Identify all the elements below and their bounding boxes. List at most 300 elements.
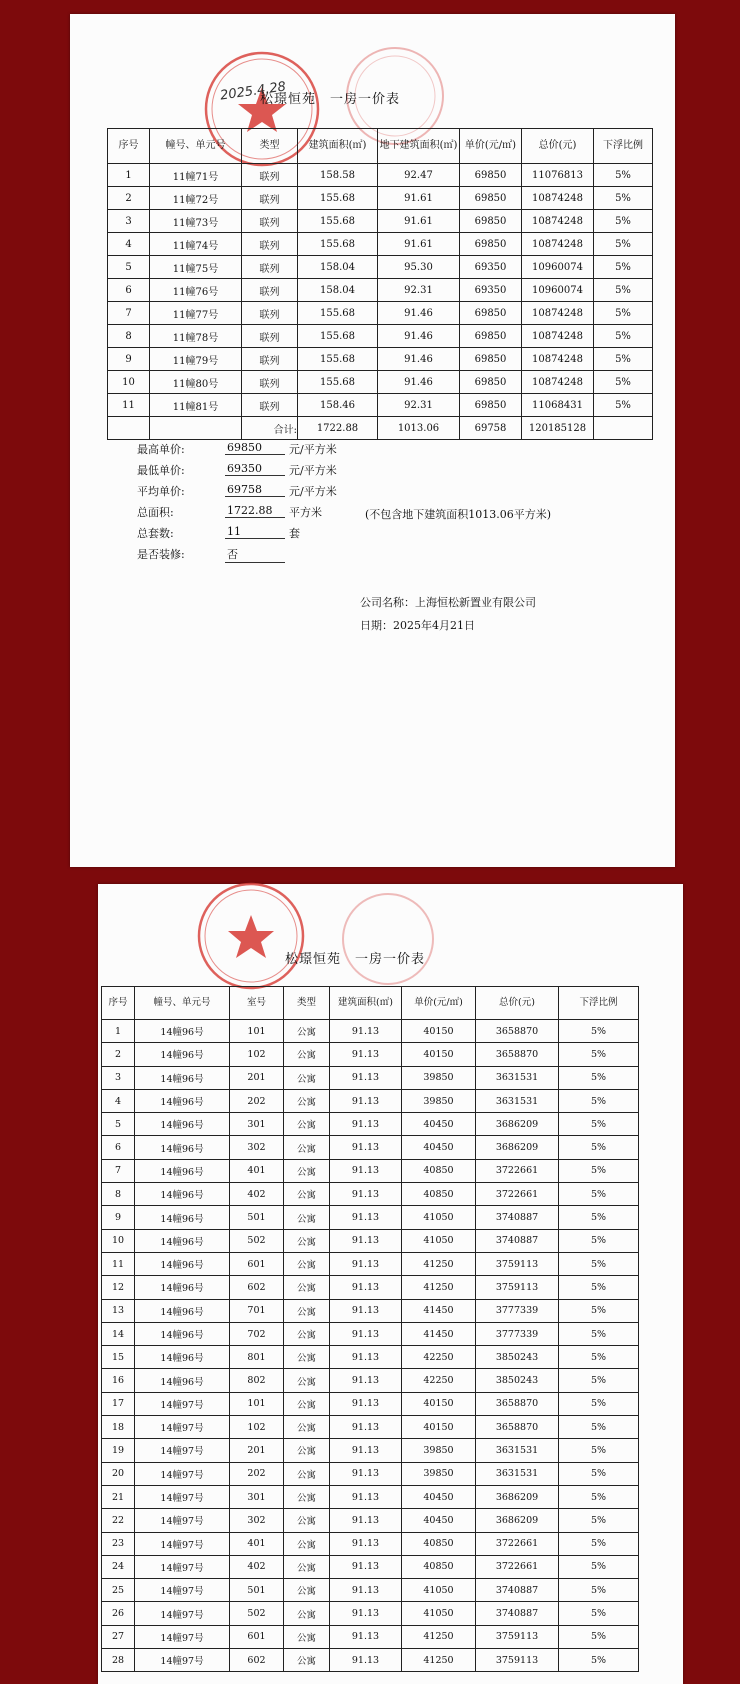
table-cell: 91.13 — [330, 1346, 402, 1369]
table-cell: 91.13 — [330, 1462, 402, 1485]
summary-row — [137, 441, 437, 459]
table-cell: 5% — [559, 1555, 639, 1578]
table-row — [108, 233, 653, 256]
table-cell: 91.13 — [330, 1439, 402, 1462]
table-cell: 联列 — [242, 302, 298, 325]
table-row — [102, 1252, 639, 1275]
table-cell: 3759113 — [476, 1625, 559, 1648]
table-cell: 91.13 — [330, 1136, 402, 1159]
table-cell: 3722661 — [476, 1555, 559, 1578]
table-cell: 91.46 — [378, 325, 460, 348]
total-row — [108, 417, 653, 440]
table-cell: 14幢96号 — [135, 1043, 230, 1066]
table-cell: 502 — [230, 1229, 284, 1252]
table-cell: 41450 — [402, 1322, 476, 1345]
table-cell: 40150 — [402, 1043, 476, 1066]
table-cell: 41050 — [402, 1206, 476, 1229]
table-cell: 公寓 — [284, 1089, 330, 1112]
total-cell: 1013.06 — [378, 417, 460, 440]
table-cell: 602 — [230, 1276, 284, 1299]
table-cell: 3631531 — [476, 1066, 559, 1089]
table-cell: 3 — [102, 1066, 135, 1089]
table-cell: 公寓 — [284, 1602, 330, 1625]
table-row — [108, 210, 653, 233]
table-cell: 39850 — [402, 1066, 476, 1089]
table-cell: 202 — [230, 1462, 284, 1485]
column-header: 建筑面积(㎡) — [330, 987, 402, 1020]
table-cell: 公寓 — [284, 1159, 330, 1182]
table-cell: 40450 — [402, 1485, 476, 1508]
table-cell: 5 — [102, 1113, 135, 1136]
table-cell: 14幢96号 — [135, 1136, 230, 1159]
table-cell: 11幢76号 — [150, 279, 242, 302]
table-cell: 5% — [559, 1159, 639, 1182]
table-cell: 40850 — [402, 1183, 476, 1206]
table-cell: 40450 — [402, 1113, 476, 1136]
table-cell: 91.13 — [330, 1043, 402, 1066]
table-cell: 1 — [102, 1020, 135, 1043]
table-cell: 3740887 — [476, 1602, 559, 1625]
table-row — [102, 1229, 639, 1252]
table-cell: 公寓 — [284, 1020, 330, 1043]
table-cell: 40850 — [402, 1159, 476, 1182]
table-row — [102, 1322, 639, 1345]
table-cell: 4 — [108, 233, 150, 256]
table-cell: 14幢97号 — [135, 1625, 230, 1648]
table-cell: 301 — [230, 1113, 284, 1136]
column-header: 序号 — [108, 129, 150, 164]
summary-value: 否 — [225, 546, 285, 563]
table-cell: 公寓 — [284, 1625, 330, 1648]
summary-label: 总面积: — [137, 506, 174, 519]
table-cell: 公寓 — [284, 1509, 330, 1532]
table-cell: 11幢79号 — [150, 348, 242, 371]
table-cell: 69350 — [460, 279, 522, 302]
table-cell: 69850 — [460, 325, 522, 348]
table-row — [108, 325, 653, 348]
table-cell: 17 — [102, 1392, 135, 1415]
table-cell: 601 — [230, 1625, 284, 1648]
table-cell: 公寓 — [284, 1649, 330, 1672]
table-cell: 3759113 — [476, 1252, 559, 1275]
table-cell: 155.68 — [298, 210, 378, 233]
table-row — [102, 1579, 639, 1602]
table-cell: 91.13 — [330, 1183, 402, 1206]
table-cell: 3658870 — [476, 1020, 559, 1043]
table-cell: 2 — [102, 1043, 135, 1066]
table-cell: 5% — [559, 1649, 639, 1672]
table-cell: 91.13 — [330, 1252, 402, 1275]
table-cell: 69850 — [460, 302, 522, 325]
table-row — [108, 371, 653, 394]
total-cell — [108, 417, 150, 440]
table-cell: 5% — [559, 1369, 639, 1392]
table-cell: 10874248 — [522, 302, 594, 325]
table-cell: 3686209 — [476, 1136, 559, 1159]
table-cell: 40450 — [402, 1509, 476, 1532]
table-cell: 39850 — [402, 1089, 476, 1112]
table-cell: 16 — [102, 1369, 135, 1392]
table-cell: 5% — [559, 1066, 639, 1089]
table-cell: 公寓 — [284, 1579, 330, 1602]
column-header: 序号 — [102, 987, 135, 1020]
summary-row — [137, 462, 437, 480]
table-cell: 5% — [559, 1462, 639, 1485]
table-cell: 402 — [230, 1555, 284, 1578]
table-cell: 联列 — [242, 164, 298, 187]
table-cell: 91.13 — [330, 1485, 402, 1508]
table-cell: 155.68 — [298, 325, 378, 348]
table-header-row — [108, 129, 653, 164]
summary-value: 69758 — [225, 483, 285, 497]
table-cell: 3658870 — [476, 1392, 559, 1415]
table-row — [102, 1369, 639, 1392]
table-cell: 10874248 — [522, 325, 594, 348]
summary-row — [137, 483, 437, 501]
table-row — [102, 1532, 639, 1555]
table-cell: 3631531 — [476, 1462, 559, 1485]
table-cell: 公寓 — [284, 1066, 330, 1089]
column-header: 单价(元/㎡) — [402, 987, 476, 1020]
table-cell: 601 — [230, 1252, 284, 1275]
table-cell: 3759113 — [476, 1649, 559, 1672]
table-cell: 23 — [102, 1532, 135, 1555]
table-cell: 302 — [230, 1509, 284, 1532]
table-row — [102, 1439, 639, 1462]
table-cell: 39850 — [402, 1462, 476, 1485]
table-row — [102, 1649, 639, 1672]
summary-label: 最高单价: — [137, 443, 185, 456]
table-cell: 102 — [230, 1416, 284, 1439]
table-cell: 3759113 — [476, 1276, 559, 1299]
table-cell: 14幢97号 — [135, 1532, 230, 1555]
table-cell: 5% — [559, 1089, 639, 1112]
table-cell: 91.13 — [330, 1392, 402, 1415]
summary-row — [137, 546, 437, 564]
table-cell: 公寓 — [284, 1183, 330, 1206]
table-cell: 3740887 — [476, 1229, 559, 1252]
table-cell: 3658870 — [476, 1043, 559, 1066]
table-cell: 91.13 — [330, 1276, 402, 1299]
table-row — [102, 1485, 639, 1508]
table-cell: 公寓 — [284, 1252, 330, 1275]
column-header: 下浮比例 — [559, 987, 639, 1020]
table-cell: 155.68 — [298, 348, 378, 371]
table-cell: 501 — [230, 1579, 284, 1602]
table-cell: 91.13 — [330, 1532, 402, 1555]
summary-value: 69850 — [225, 441, 285, 455]
table-cell: 42250 — [402, 1346, 476, 1369]
table-cell: 802 — [230, 1369, 284, 1392]
table-cell: 201 — [230, 1439, 284, 1462]
table-cell: 3631531 — [476, 1439, 559, 1462]
table-cell: 公寓 — [284, 1532, 330, 1555]
table-row — [108, 279, 653, 302]
table-cell: 11 — [108, 394, 150, 417]
table-row — [108, 348, 653, 371]
table-cell: 5% — [559, 1113, 639, 1136]
table-cell: 91.13 — [330, 1509, 402, 1532]
table-cell: 3777339 — [476, 1322, 559, 1345]
table-cell: 10874248 — [522, 371, 594, 394]
column-header: 地下建筑面积(㎡) — [378, 129, 460, 164]
table-cell: 11幢74号 — [150, 233, 242, 256]
table-cell: 91.46 — [378, 302, 460, 325]
table-cell: 10874248 — [522, 233, 594, 256]
table-cell: 14幢97号 — [135, 1392, 230, 1415]
table-cell: 14幢96号 — [135, 1252, 230, 1275]
table-cell: 18 — [102, 1416, 135, 1439]
table-cell: 41250 — [402, 1252, 476, 1275]
table-row — [108, 256, 653, 279]
total-cell: 120185128 — [522, 417, 594, 440]
table-cell: 91.13 — [330, 1229, 402, 1252]
table-cell: 91.13 — [330, 1649, 402, 1672]
table-cell: 91.13 — [330, 1602, 402, 1625]
table-cell: 201 — [230, 1066, 284, 1089]
page-title: 松璟恒苑 一房一价表 — [285, 952, 426, 967]
table-row — [102, 1066, 639, 1089]
table-cell: 40150 — [402, 1392, 476, 1415]
table-cell: 3 — [108, 210, 150, 233]
table-cell: 5% — [594, 233, 653, 256]
table-row — [102, 1276, 639, 1299]
table-cell: 40150 — [402, 1416, 476, 1439]
table-cell: 40150 — [402, 1020, 476, 1043]
table-row — [108, 187, 653, 210]
table-cell: 公寓 — [284, 1229, 330, 1252]
table-cell: 3777339 — [476, 1299, 559, 1322]
price-sheet-2 — [98, 884, 683, 1684]
table-row — [102, 1602, 639, 1625]
table-cell: 91.13 — [330, 1416, 402, 1439]
table-cell: 11幢81号 — [150, 394, 242, 417]
table-cell: 69850 — [460, 164, 522, 187]
table-cell: 联列 — [242, 187, 298, 210]
table-cell: 91.13 — [330, 1206, 402, 1229]
table-cell: 3722661 — [476, 1159, 559, 1182]
table-cell: 10 — [102, 1229, 135, 1252]
table-cell: 14幢96号 — [135, 1276, 230, 1299]
table-cell: 5% — [559, 1020, 639, 1043]
table-cell: 41450 — [402, 1299, 476, 1322]
table-cell: 39850 — [402, 1439, 476, 1462]
table-cell: 公寓 — [284, 1462, 330, 1485]
table-cell: 602 — [230, 1649, 284, 1672]
official-seal-stamp — [183, 881, 323, 991]
table-cell: 91.13 — [330, 1322, 402, 1345]
table-cell: 91.13 — [330, 1089, 402, 1112]
table-cell: 502 — [230, 1602, 284, 1625]
table-cell: 102 — [230, 1043, 284, 1066]
table-cell: 10874248 — [522, 187, 594, 210]
table-cell: 5% — [559, 1625, 639, 1648]
table-cell: 联列 — [242, 394, 298, 417]
table-cell: 69850 — [460, 348, 522, 371]
table-cell: 5% — [559, 1532, 639, 1555]
summary-row — [137, 525, 437, 543]
table-row — [102, 1462, 639, 1485]
secondary-seal-stamp — [333, 889, 443, 989]
table-cell: 公寓 — [284, 1485, 330, 1508]
page-title: 松璟恒苑 一房一价表 — [260, 92, 401, 107]
table-cell: 3658870 — [476, 1416, 559, 1439]
table-header-row — [102, 987, 639, 1020]
table-cell: 14幢96号 — [135, 1113, 230, 1136]
summary-value: 1722.88 — [225, 504, 285, 518]
table-cell: 5% — [594, 371, 653, 394]
table-cell: 41250 — [402, 1649, 476, 1672]
price-table — [101, 986, 639, 1672]
table-cell: 5% — [594, 348, 653, 371]
column-header: 单价(元/㎡) — [460, 129, 522, 164]
table-cell: 91.13 — [330, 1555, 402, 1578]
table-cell: 15 — [102, 1346, 135, 1369]
table-cell: 5% — [559, 1252, 639, 1275]
table-cell: 5% — [594, 210, 653, 233]
table-cell: 91.13 — [330, 1066, 402, 1089]
table-cell: 92.31 — [378, 279, 460, 302]
table-cell: 5% — [559, 1043, 639, 1066]
table-cell: 5% — [559, 1206, 639, 1229]
table-cell: 3631531 — [476, 1089, 559, 1112]
table-cell: 3740887 — [476, 1206, 559, 1229]
table-cell: 22 — [102, 1509, 135, 1532]
table-cell: 24 — [102, 1555, 135, 1578]
table-cell: 5% — [559, 1439, 639, 1462]
table-cell: 10960074 — [522, 279, 594, 302]
table-cell: 5% — [559, 1485, 639, 1508]
price-sheet-1 — [70, 14, 675, 867]
table-row — [102, 1020, 639, 1043]
table-cell: 5% — [594, 164, 653, 187]
table-cell: 95.30 — [378, 256, 460, 279]
column-header: 总价(元) — [476, 987, 559, 1020]
table-cell: 7 — [102, 1159, 135, 1182]
table-cell: 14幢96号 — [135, 1089, 230, 1112]
table-cell: 14幢97号 — [135, 1485, 230, 1508]
table-cell: 5% — [559, 1392, 639, 1415]
table-cell: 3686209 — [476, 1485, 559, 1508]
table-cell: 11076813 — [522, 164, 594, 187]
table-cell: 13 — [102, 1299, 135, 1322]
table-cell: 40450 — [402, 1136, 476, 1159]
table-cell: 27 — [102, 1625, 135, 1648]
table-cell: 联列 — [242, 325, 298, 348]
table-cell: 5 — [108, 256, 150, 279]
table-cell: 5% — [594, 187, 653, 210]
table-cell: 91.46 — [378, 371, 460, 394]
table-cell: 5% — [594, 325, 653, 348]
total-cell: 69758 — [460, 417, 522, 440]
summary-unit: 元/平方米 — [289, 464, 337, 477]
column-header: 室号 — [230, 987, 284, 1020]
table-cell: 69850 — [460, 233, 522, 256]
table-cell: 8 — [102, 1183, 135, 1206]
table-cell: 5% — [559, 1136, 639, 1159]
table-cell: 10874248 — [522, 210, 594, 233]
table-cell: 5% — [559, 1183, 639, 1206]
total-cell — [594, 417, 653, 440]
table-row — [102, 1136, 639, 1159]
table-cell: 14 — [102, 1322, 135, 1345]
table-row — [108, 394, 653, 417]
table-cell: 4 — [102, 1089, 135, 1112]
table-cell: 91.13 — [330, 1159, 402, 1182]
table-cell: 202 — [230, 1089, 284, 1112]
table-row — [102, 1346, 639, 1369]
table-cell: 5% — [594, 394, 653, 417]
table-cell: 91.13 — [330, 1369, 402, 1392]
document-date: 日期：2025年4月21日 — [360, 619, 475, 632]
table-cell: 5% — [559, 1509, 639, 1532]
table-cell: 14幢97号 — [135, 1555, 230, 1578]
table-cell: 158.58 — [298, 164, 378, 187]
table-cell: 69850 — [460, 210, 522, 233]
table-cell: 91.13 — [330, 1625, 402, 1648]
table-cell: 5% — [559, 1346, 639, 1369]
table-cell: 41250 — [402, 1276, 476, 1299]
table-cell: 14幢96号 — [135, 1159, 230, 1182]
table-cell: 6 — [108, 279, 150, 302]
table-cell: 20 — [102, 1462, 135, 1485]
column-header: 总价(元) — [522, 129, 594, 164]
table-cell: 14幢96号 — [135, 1183, 230, 1206]
table-cell: 302 — [230, 1136, 284, 1159]
table-cell: 6 — [102, 1136, 135, 1159]
price-table — [107, 128, 653, 440]
table-cell: 公寓 — [284, 1206, 330, 1229]
table-cell: 5% — [559, 1602, 639, 1625]
table-cell: 5% — [559, 1276, 639, 1299]
column-header: 幢号、单元号 — [135, 987, 230, 1020]
table-cell: 91.13 — [330, 1020, 402, 1043]
table-cell: 41050 — [402, 1602, 476, 1625]
table-cell: 155.68 — [298, 233, 378, 256]
table-row — [102, 1392, 639, 1415]
table-cell: 14幢96号 — [135, 1229, 230, 1252]
table-row — [102, 1416, 639, 1439]
table-cell: 14幢96号 — [135, 1066, 230, 1089]
summary-value: 69350 — [225, 462, 285, 476]
table-cell: 40850 — [402, 1555, 476, 1578]
column-header: 建筑面积(㎡) — [298, 129, 378, 164]
table-cell: 69350 — [460, 256, 522, 279]
table-cell: 401 — [230, 1159, 284, 1182]
table-row — [102, 1113, 639, 1136]
table-cell: 41250 — [402, 1625, 476, 1648]
summary-unit: 元/平方米 — [289, 443, 337, 456]
table-cell: 101 — [230, 1392, 284, 1415]
table-cell: 40850 — [402, 1532, 476, 1555]
table-cell: 5% — [594, 302, 653, 325]
table-cell: 5% — [559, 1416, 639, 1439]
total-cell: 1722.88 — [298, 417, 378, 440]
table-cell: 5% — [559, 1299, 639, 1322]
table-cell: 公寓 — [284, 1416, 330, 1439]
table-cell: 14幢97号 — [135, 1462, 230, 1485]
table-cell: 91.46 — [378, 348, 460, 371]
table-cell: 14幢96号 — [135, 1346, 230, 1369]
table-cell: 公寓 — [284, 1113, 330, 1136]
table-cell: 42250 — [402, 1369, 476, 1392]
summary-unit: 元/平方米 — [289, 485, 337, 498]
table-cell: 14幢97号 — [135, 1649, 230, 1672]
table-cell: 9 — [108, 348, 150, 371]
table-cell: 11幢80号 — [150, 371, 242, 394]
table-cell: 91.13 — [330, 1299, 402, 1322]
table-cell: 701 — [230, 1299, 284, 1322]
